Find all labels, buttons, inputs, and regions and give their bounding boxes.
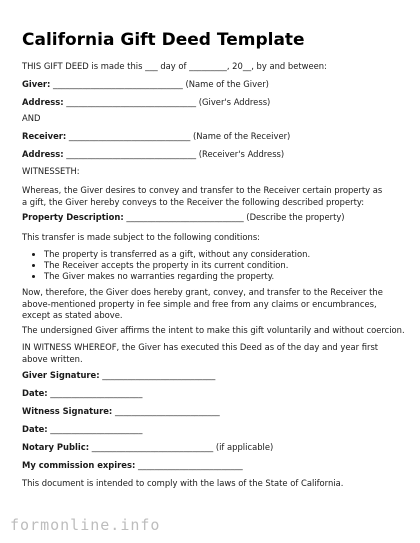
site-watermark: formonline.info bbox=[10, 516, 161, 534]
commission-label: My commission expires: bbox=[22, 460, 136, 470]
giver-signature-field[interactable] bbox=[22, 370, 215, 382]
conditions-list bbox=[22, 249, 310, 282]
condition-item: • The property is transferred as a gift, without any consideration. bbox=[44, 249, 310, 260]
date-label-1: Date: bbox=[22, 388, 48, 398]
date-label-2: Date: bbox=[22, 424, 48, 434]
date-blank-2[interactable]: ______________________ bbox=[47, 424, 143, 434]
witnesseth-heading: WITNESSETH: bbox=[22, 166, 80, 176]
and-text: AND bbox=[22, 113, 41, 123]
witness-whereof-paragraph: IN WITNESS WHEREOF, the Giver has executed this Deed as of the day and year first above written. bbox=[22, 342, 379, 364]
property-label: Property Description: bbox=[22, 212, 124, 222]
compliance-note: This document is intended to comply with the laws of the State of California. bbox=[22, 478, 344, 488]
giver-signature-blank[interactable]: ___________________________ bbox=[99, 370, 216, 380]
giver-address-field[interactable] bbox=[22, 97, 270, 109]
affirm-paragraph: The undersigned Giver affirms the intent to make this gift voluntarily and without coercion. bbox=[22, 325, 405, 335]
receiver-address-field[interactable] bbox=[22, 149, 284, 161]
receiver-field[interactable] bbox=[22, 131, 290, 143]
receiver-address-blank[interactable]: _______________________________ (Receiver's Address) bbox=[63, 149, 285, 159]
date-field-1[interactable] bbox=[22, 388, 142, 400]
condition-item: • The Giver makes no warranties regarding the property. bbox=[44, 271, 310, 282]
date-blank-1[interactable]: ______________________ bbox=[47, 388, 143, 398]
giver-field[interactable] bbox=[22, 79, 269, 91]
giver-label: Giver: bbox=[22, 79, 51, 89]
intro-line: THIS GIFT DEED is made this ___ day of _________, 20__, by and between: bbox=[22, 61, 327, 71]
commission-field[interactable] bbox=[22, 460, 243, 472]
receiver-blank[interactable]: _____________________________ (Name of the Receiver) bbox=[66, 131, 291, 141]
witness-signature-blank[interactable]: _________________________ bbox=[112, 406, 220, 416]
giver-address-label: Address: bbox=[22, 97, 64, 107]
whereas-paragraph: Whereas, the Giver desires to convey and transfer to the Receiver certain property as a gift, the Giver hereby conveys to the Receiver the following described property: bbox=[22, 185, 383, 207]
date-field-2[interactable] bbox=[22, 424, 142, 436]
notary-field[interactable] bbox=[22, 442, 273, 454]
notary-blank[interactable]: _____________________________ (if applicable) bbox=[89, 442, 274, 452]
property-field[interactable] bbox=[22, 212, 345, 224]
witness-signature-field[interactable] bbox=[22, 406, 220, 418]
giver-address-blank[interactable]: _______________________________ (Giver's Address) bbox=[63, 97, 271, 107]
therefore-paragraph: Now, therefore, the Giver does hereby grant, convey, and transfer to the Receiver the above-mentioned property in fee simple and free from any claims or encumbrances, except as stated above. bbox=[22, 287, 383, 320]
giver-blank[interactable]: _______________________________ (Name of the Giver) bbox=[50, 79, 269, 89]
conditions-intro: This transfer is made subject to the following conditions: bbox=[22, 232, 261, 242]
condition-item: • The Receiver accepts the property in its current condition. bbox=[44, 260, 310, 271]
property-blank[interactable]: ____________________________ (Describe the property) bbox=[123, 212, 345, 222]
notary-label: Notary Public: bbox=[22, 442, 90, 452]
giver-signature-label: Giver Signature: bbox=[22, 370, 100, 380]
commission-blank[interactable]: _________________________ bbox=[135, 460, 243, 470]
receiver-label: Receiver: bbox=[22, 131, 67, 141]
receiver-address-label: Address: bbox=[22, 149, 64, 159]
witness-signature-label: Witness Signature: bbox=[22, 406, 113, 416]
document-title: California Gift Deed Template bbox=[22, 30, 305, 50]
